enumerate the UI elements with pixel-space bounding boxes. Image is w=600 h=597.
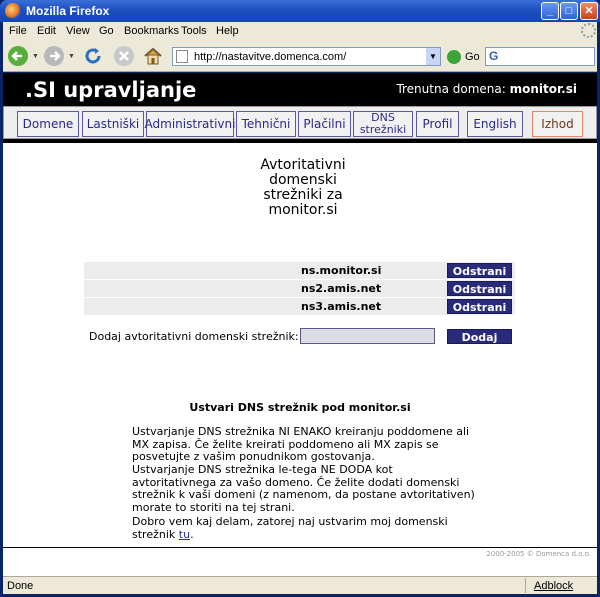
go-icon[interactable] [447, 50, 461, 64]
address-text: http://nastavitve.domenca.com/ [194, 51, 347, 63]
menu-view[interactable]: View [66, 25, 90, 37]
menu-edit[interactable]: Edit [37, 25, 56, 37]
window-title: Mozilla Firefox [26, 4, 110, 18]
back-dropdown-icon[interactable]: ▼ [32, 53, 39, 60]
info-paragraph [132, 516, 477, 541]
nameserver-row [84, 262, 515, 279]
current-domain-value: monitor.si [509, 82, 577, 96]
site-title: .SI upravljanje [25, 78, 197, 102]
remove-nameserver-button[interactable]: Odstrani [447, 263, 512, 278]
footer-copyright: 2000-2005 © Domenca d.o.o. [486, 550, 591, 558]
add-nameserver-input[interactable] [300, 328, 435, 344]
create-prompt-text: Dobro vem kaj delam, zatorej naj ustvarim moj domenski strežnik [132, 515, 448, 541]
address-bar[interactable] [172, 47, 441, 66]
info-paragraph: Ustvarjanje DNS strežnika NI ENAKO kreiranju poddomene ali MX zapisa. Če želite kreirati poddomeno ali MX zapis se posvetujte z vašim ponudnikom gostovanja. [132, 425, 470, 463]
throbber-icon [581, 23, 596, 38]
create-here-link[interactable]: tu [178, 527, 191, 541]
create-dns-heading: Ustvari DNS strežnik pod monitor.si [189, 401, 411, 414]
close-button[interactable]: ✕ [580, 2, 598, 20]
current-domain [396, 82, 577, 96]
forward-dropdown-icon[interactable]: ▼ [68, 53, 75, 60]
reload-button[interactable] [82, 45, 104, 67]
maximize-button[interactable]: □ [560, 2, 578, 20]
footer-divider [3, 547, 597, 548]
firefox-logo-icon [5, 3, 21, 19]
menu-go[interactable]: Go [99, 25, 114, 37]
adblock-button[interactable]: Adblock [534, 580, 574, 592]
main-nav [3, 106, 597, 139]
menu-bar [3, 22, 597, 40]
window-titlebar [0, 0, 600, 22]
home-button[interactable] [142, 45, 164, 67]
tab-english[interactable]: English [467, 111, 523, 137]
tab-lastniski[interactable]: Lastniški [82, 111, 144, 137]
reload-icon [82, 45, 104, 67]
tab-izhod[interactable]: Izhod [532, 111, 583, 137]
current-domain-prefix: Trenutna domena: [396, 82, 510, 96]
site-header [3, 73, 597, 143]
add-nameserver-button[interactable]: Dodaj [447, 329, 512, 344]
remove-nameserver-button[interactable]: Odstrani [447, 281, 512, 296]
nameserver-name: ns3.amis.net [301, 300, 382, 313]
nameserver-name: ns2.amis.net [301, 282, 382, 295]
forward-arrow-icon [43, 45, 65, 67]
status-divider [525, 578, 526, 593]
page-title: Avtoritativni domenski strežniki za monitor.si [260, 157, 346, 218]
nameserver-row [84, 298, 515, 315]
home-icon [142, 45, 164, 67]
minimize-button[interactable]: _ [541, 2, 559, 20]
stop-button[interactable] [113, 45, 135, 67]
tab-administrativni[interactable]: Administrativni [146, 111, 234, 137]
nameserver-row [84, 280, 515, 297]
stop-icon [113, 45, 135, 67]
menu-help[interactable]: Help [216, 25, 239, 37]
tab-profil[interactable]: Profil [416, 111, 459, 137]
page-icon [176, 50, 188, 63]
google-search-icon[interactable]: G [489, 49, 499, 63]
remove-nameserver-button[interactable]: Odstrani [447, 299, 512, 314]
tab-domene[interactable]: Domene [17, 111, 79, 137]
search-input[interactable] [485, 47, 595, 66]
tab-placilni[interactable]: Plačilni [298, 111, 351, 137]
menu-file[interactable]: File [9, 25, 27, 37]
menu-bookmarks[interactable]: Bookmarks [124, 25, 180, 37]
go-button[interactable]: Go [465, 51, 480, 63]
back-arrow-icon [7, 45, 29, 67]
create-prompt-end: . [190, 527, 194, 541]
menu-tools[interactable]: Tools [181, 25, 207, 37]
status-bar [3, 576, 597, 594]
forward-button[interactable] [43, 45, 65, 67]
tab-tehnicni[interactable]: Tehnični [236, 111, 296, 137]
tab-dns-streiniki[interactable]: DNS strežniki [353, 111, 413, 137]
add-nameserver-label: Dodaj avtoritativni domenski strežnik: [89, 330, 299, 343]
info-paragraph: Ustvarjanje DNS strežnika le-tega NE DODA kot avtoritativnega za vašo domeno. Če želite dodati domenski strežnik k vaši domeni (z namenom, da postane avtoritativen) morate to storiti na tej strani. [132, 463, 475, 514]
address-dropdown-icon[interactable]: ▼ [426, 48, 440, 65]
status-text: Done [7, 580, 34, 592]
page-viewport [3, 73, 597, 576]
navigation-toolbar [3, 40, 597, 72]
nameserver-name: ns.monitor.si [301, 264, 382, 277]
back-button[interactable] [7, 45, 29, 67]
